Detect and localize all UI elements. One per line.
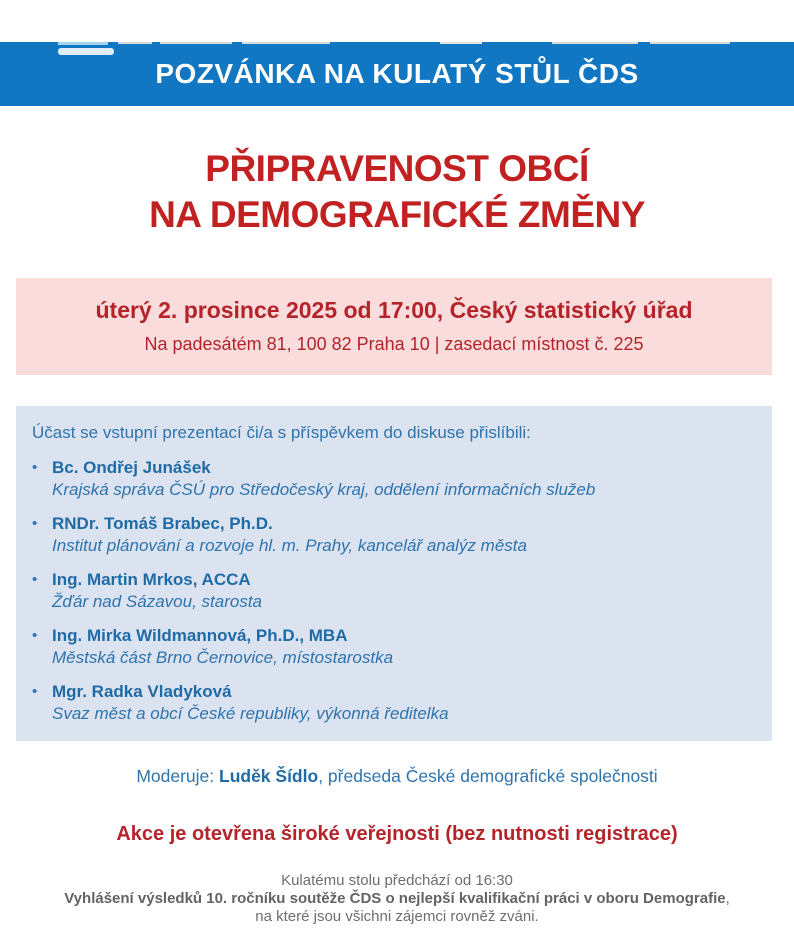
participant-name: Ing. Mirka Wildmannová, Ph.D., MBA — [52, 626, 348, 645]
list-item — [32, 569, 756, 613]
participants-intro: Účast se vstupní prezentací či/a s příspěvkem do diskuse přislíbili: — [32, 423, 531, 442]
list-item — [32, 513, 756, 557]
bullet-icon: • — [32, 459, 38, 476]
clipped-text-fragment — [118, 42, 152, 44]
participant-affiliation: Městská část Brno Černovice, místostarostka — [52, 648, 394, 667]
participant-name: RNDr. Tomáš Brabec, Ph.D. — [52, 514, 273, 533]
participant-entry — [52, 457, 595, 501]
event-details-box — [16, 278, 772, 375]
footer-line2 — [0, 890, 794, 908]
banner-title: POZVÁNKA NA KULATÝ STŮL ČDS — [155, 58, 639, 89]
footer-line2-tail: , — [725, 890, 730, 907]
participants-box — [16, 406, 772, 741]
clipped-text-fragment — [650, 42, 730, 44]
list-item — [32, 625, 756, 669]
participant-affiliation: Žďár nad Sázavou, starosta — [52, 592, 263, 611]
bullet-icon: • — [32, 515, 38, 532]
invitation-poster — [0, 42, 794, 942]
moderator-name: Luděk Šídlo — [219, 766, 319, 786]
participant-entry — [52, 513, 527, 557]
footer-line2-bold: Vyhlášení výsledků 10. ročníku soutěže ČDS o nejlepší kvalifikační práci v oboru Demografie — [64, 890, 726, 907]
moderator-suffix: , předseda České demografické společnosti — [318, 766, 658, 786]
footer-line1: Kulatému stolu předchází od 16:30 — [281, 872, 513, 889]
moderator-prefix: Moderuje: — [136, 766, 219, 786]
clipped-logo-fragment — [58, 48, 114, 55]
participant-affiliation: Krajská správa ČSÚ pro Středočeský kraj, oddělení informačních služeb — [52, 480, 596, 499]
participant-name: Mgr. Radka Vladyková — [52, 682, 232, 701]
participant-entry — [52, 625, 393, 669]
clipped-text-fragment — [552, 42, 638, 44]
participant-entry — [52, 569, 262, 613]
bullet-icon: • — [32, 627, 38, 644]
footer-note — [0, 872, 794, 926]
event-title-line2: NA DEMOGRAFICKÉ ZMĚNY — [149, 194, 645, 235]
participant-affiliation: Svaz měst a obcí České republiky, výkonná ředitelka — [52, 704, 449, 723]
open-to-public-note: Akce je otevřena široké veřejnosti (bez nutnosti registrace) — [116, 823, 678, 845]
participant-name: Bc. Ondřej Junášek — [52, 458, 211, 477]
clipped-text-fragment — [242, 42, 330, 44]
clipped-text-fragment — [160, 42, 232, 44]
clipped-text-fragment — [440, 42, 482, 44]
participant-name: Ing. Martin Mrkos, ACCA — [52, 570, 251, 589]
participant-affiliation: Institut plánování a rozvoje hl. m. Prahy, kancelář analýz města — [52, 536, 527, 555]
bullet-icon: • — [32, 571, 38, 588]
event-title-line1: PŘIPRAVENOST OBCÍ — [205, 148, 589, 189]
clipped-header-remnant — [0, 42, 794, 56]
bullet-icon: • — [32, 683, 38, 700]
participant-entry — [52, 681, 449, 725]
clipped-logo-underline — [58, 42, 108, 45]
list-item — [32, 457, 756, 501]
list-item — [32, 681, 756, 725]
event-datetime: úterý 2. prosince 2025 od 17:00, Český statistický úřad — [95, 297, 693, 323]
event-title — [0, 146, 794, 238]
event-address: Na padesátém 81, 100 82 Praha 10 | zasedací místnost č. 225 — [144, 334, 644, 354]
footer-line3: na které jsou všichni zájemci rovněž zváni. — [255, 908, 539, 925]
moderator-line — [0, 766, 794, 787]
